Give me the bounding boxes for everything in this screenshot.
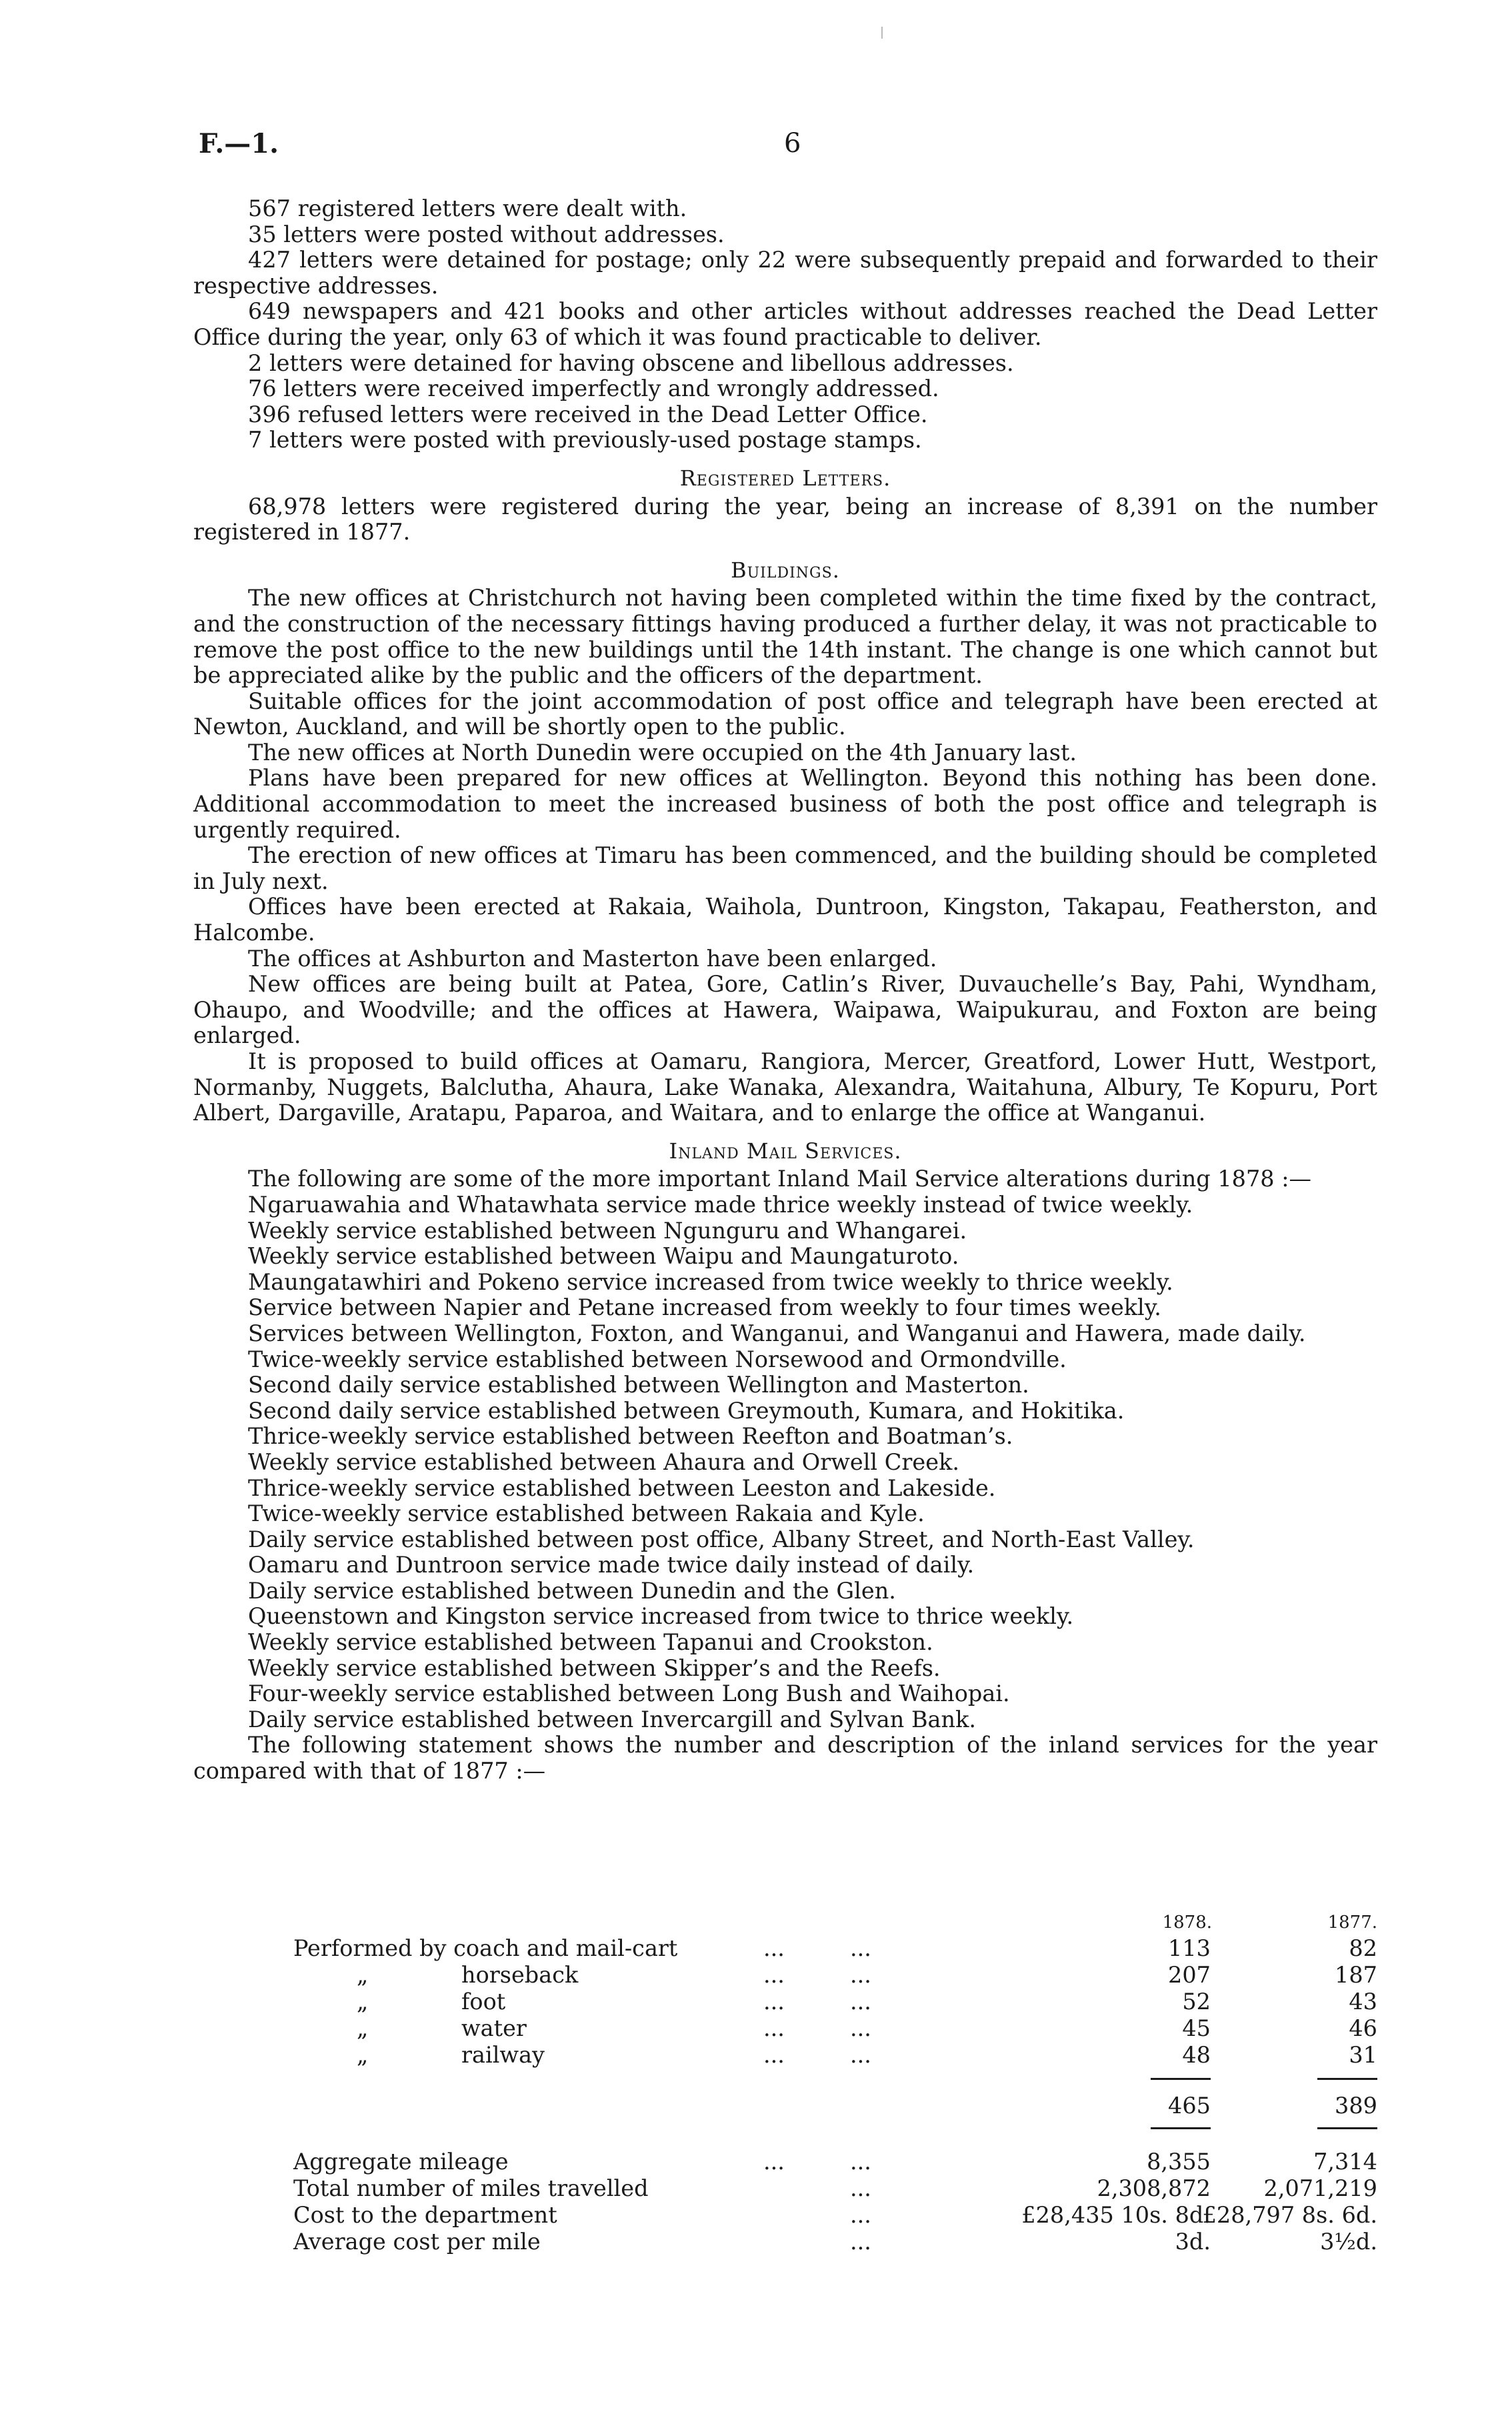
inland-service-line: Weekly service established between Tapanui and Crookston. xyxy=(248,1629,933,1656)
leader-dots: ... xyxy=(850,2202,871,2228)
buildings-paragraph: Plans have been prepared for new offices at Wellington. Beyond this nothing has been done. Additional accommodation to meet the increased business of both the post office and telegraph is urgently required. xyxy=(193,765,1377,843)
value-1878: 45 xyxy=(1182,2015,1211,2041)
statement-paragraph: The following statement shows the number and description of the inland services for the year compared with that of 1877 :— xyxy=(193,1732,1377,1784)
intro-line: 35 letters were posted without addresses. xyxy=(248,221,725,247)
value-1877: 2,071,219 xyxy=(1263,2175,1377,2201)
buildings-paragraph: The new offices at Christchurch not having been completed within the time fixed by the contract, and the construction of the necessary fittings having produced a further delay, it was not practicable to remove the post office to the new buildings until the 14th instant. The change is one which cannot but be appreciated alike by the public and the officers of the department. xyxy=(193,585,1377,689)
buildings-paragraph: Suitable offices for the joint accommodation of post office and telegraph have been erected at Newton, Auckland, and will be shortly open to the public. xyxy=(193,688,1377,740)
row-label: Performed by coach and mail-cart xyxy=(293,1935,678,1961)
inland-service-line: Twice-weekly service established between Norsewood and Ormondville. xyxy=(248,1346,1067,1372)
inland-service-line: Daily service established between Dunedin and the Glen. xyxy=(248,1577,896,1604)
value-1878: 113 xyxy=(1168,1935,1211,1961)
inland-service-line: Oamaru and Duntroon service made twice daily instead of daily. xyxy=(248,1552,975,1578)
intro-line: 567 registered letters were dealt with. xyxy=(248,195,687,221)
inland-service-line: Twice-weekly service established between Rakaia and Kyle. xyxy=(248,1500,925,1527)
registered-paragraph: 68,978 letters were registered during the year, being an increase of 8,391 on the number registered in 1877. xyxy=(193,493,1377,545)
row-label: Average cost per mile xyxy=(293,2229,541,2255)
buildings-heading: Buildings. xyxy=(731,557,840,583)
value-1878: 8,355 xyxy=(1147,2149,1211,2175)
table-row xyxy=(193,2015,1377,2042)
value-1878: 48 xyxy=(1182,2042,1211,2068)
body-text xyxy=(193,196,1377,1784)
leader-dots: ... xyxy=(763,1962,785,1988)
inland-mail-heading: Inland Mail Services. xyxy=(669,1138,902,1164)
table-row xyxy=(193,1962,1377,1989)
total-rule-1877 xyxy=(1317,2078,1377,2080)
summary-row xyxy=(193,2202,1377,2229)
detained-paragraph: 427 letters were detained for postage; only 22 were subsequently prepaid and forwarded to their respective addresses. xyxy=(193,247,1377,299)
inland-service-line: Thrice-weekly service established between Leeston and Lakeside. xyxy=(248,1474,996,1501)
row-label: horseback xyxy=(461,1962,579,1988)
leader-dots: ... xyxy=(850,2042,871,2068)
value-1877: 7,314 xyxy=(1313,2149,1377,2175)
inland-service-line: Four-weekly service established between Long Bush and Waihopai. xyxy=(248,1680,1010,1707)
table-row xyxy=(193,1989,1377,2015)
value-1877: 187 xyxy=(1335,1962,1377,1988)
inland-service-line: Services between Wellington, Foxton, and Wanganui, and Wanganui and Hawera, made daily. xyxy=(248,1320,1306,1346)
table-header-row xyxy=(193,1913,1377,1933)
buildings-paragraph: Offices have been erected at Rakaia, Waihola, Duntroon, Kingston, Takapau, Featherston, and Halcombe. xyxy=(193,894,1377,946)
row-label: Total number of miles travelled xyxy=(293,2175,649,2201)
misc-line: 2 letters were detained for having obscene and libellous addresses. xyxy=(248,349,1014,376)
buildings-paragraph: The erection of new offices at Timaru has been commenced, and the building should be completed in July next. xyxy=(193,842,1377,894)
summary-row xyxy=(193,2229,1377,2255)
inland-service-line: Service between Napier and Petane increased from weekly to four times weekly. xyxy=(248,1294,1161,1321)
leader-dots: ... xyxy=(850,1935,871,1961)
inland-service-line: Queenstown and Kingston service increased from twice to thrice weekly. xyxy=(248,1603,1074,1630)
buildings-paragraph: New offices are being built at Patea, Gore, Catlin’s River, Duvauchelle’s Bay, Pahi, Wyndham, Ohaupo, and Woodville; and the offices at Hawera, Waipawa, Waipukurau, and Foxton are being enlarged. xyxy=(193,971,1377,1049)
registered-letters-heading: Registered Letters. xyxy=(679,465,891,491)
value-1877: 3½d. xyxy=(1320,2229,1377,2255)
value-1878: 2,308,872 xyxy=(1097,2175,1211,2201)
buildings-paragraph: It is proposed to build offices at Oamaru, Rangiora, Mercer, Greatford, Lower Hutt, Westport, Normanby, Nuggets, Balclutha, Ahaura, Lake Wanaka, Alexandra, Waitahuna, Albury, Te Kopuru, Port Albert, Dargaville, Aratapu, Paparoa, and Waitara, and to enlarge the office at Wanganui. xyxy=(193,1048,1377,1126)
inland-service-line: Weekly service established between Waipu and Maungaturoto. xyxy=(248,1243,959,1270)
row-label: railway xyxy=(461,2042,545,2068)
document-code: F.—1. xyxy=(199,128,279,159)
summary-row xyxy=(193,2149,1377,2175)
inland-service-line: Weekly service established between Ngunguru and Whangarei. xyxy=(248,1217,967,1244)
ditto-mark: „ xyxy=(357,2015,369,2041)
inland-intro-line: The following are some of the more important Inland Mail Service alterations during 1878 :— xyxy=(248,1166,1312,1192)
leader-dots: ... xyxy=(850,2175,871,2201)
leader-dots: ... xyxy=(763,2042,785,2068)
newspapers-paragraph: 649 newspapers and 421 books and other articles without addresses reached the Dead Letter Office during the year, only 63 of which it was found practicable to deliver. xyxy=(193,298,1377,350)
inland-service-line: Second daily service established between Greymouth, Kumara, and Hokitika. xyxy=(248,1397,1125,1424)
buildings-paragraph: The offices at Ashburton and Masterton have been enlarged. xyxy=(248,945,937,972)
inland-service-line: Weekly service established between Ahaura and Orwell Creek. xyxy=(248,1448,960,1475)
value-1878: 52 xyxy=(1182,1989,1211,2015)
ditto-mark: „ xyxy=(357,1962,369,1988)
value-1877: 46 xyxy=(1349,2015,1377,2041)
ditto-mark: „ xyxy=(357,2042,369,2068)
leader-dots: ... xyxy=(763,2015,785,2041)
inland-service-line: Daily service established between post office, Albany Street, and North-East Valley. xyxy=(248,1526,1195,1552)
value-1878: 207 xyxy=(1168,1962,1211,1988)
row-label: Aggregate mileage xyxy=(293,2149,509,2175)
row-label: Cost to the department xyxy=(293,2202,557,2228)
leader-dots: ... xyxy=(763,2149,785,2175)
leader-dots: ... xyxy=(763,1989,785,2015)
total-rule-1878 xyxy=(1151,2078,1211,2080)
col-1877-header: 1877. xyxy=(1327,1913,1377,1933)
page-number: 6 xyxy=(784,128,801,159)
misc-line: 396 refused letters were received in the Dead Letter Office. xyxy=(248,401,928,427)
value-1878: £28,435 10s. 8d. xyxy=(1021,2202,1211,2228)
col-1878-header: 1878. xyxy=(1162,1913,1212,1933)
leader-dots: ... xyxy=(850,2149,871,2175)
table-row xyxy=(193,2042,1377,2069)
total-1878: 465 xyxy=(1168,2093,1211,2119)
value-1877: £28,797 8s. 6d. xyxy=(1202,2202,1377,2228)
table-total-row xyxy=(193,2093,1377,2119)
inland-service-line: Thrice-weekly service established between Reefton and Boatman’s. xyxy=(248,1423,1013,1450)
value-1877: 43 xyxy=(1349,1989,1377,2015)
scan-mark xyxy=(881,27,883,39)
ditto-mark: „ xyxy=(357,1989,369,2015)
leader-dots: ... xyxy=(850,2015,871,2041)
inland-service-line: Daily service established between Invercargill and Sylvan Bank. xyxy=(248,1706,977,1732)
inland-service-line: Weekly service established between Skipper’s and the Reefs. xyxy=(248,1654,941,1681)
inland-service-line: Maungatawhiri and Pokeno service increased from twice weekly to thrice weekly. xyxy=(248,1268,1173,1295)
inland-service-line: Ngaruawahia and Whatawhata service made thrice weekly instead of twice weekly. xyxy=(248,1191,1193,1218)
value-1877: 82 xyxy=(1349,1935,1377,1961)
leader-dots: ... xyxy=(850,1962,871,1988)
total-underline-1878 xyxy=(1151,2127,1211,2129)
misc-line: 7 letters were posted with previously-used postage stamps. xyxy=(248,427,922,453)
total-1877: 389 xyxy=(1335,2093,1377,2119)
row-label: foot xyxy=(461,1989,506,2015)
misc-line: 76 letters were received imperfectly and wrongly addressed. xyxy=(248,375,939,402)
total-underline-1877 xyxy=(1317,2127,1377,2129)
leader-dots: ... xyxy=(850,2229,871,2255)
value-1878: 3d. xyxy=(1175,2229,1211,2255)
table-row xyxy=(193,1935,1377,1962)
row-label: water xyxy=(461,2015,527,2041)
buildings-paragraph: The new offices at North Dunedin were occupied on the 4th January last. xyxy=(248,739,1077,766)
inland-service-line: Second daily service established between Wellington and Masterton. xyxy=(248,1372,1029,1398)
leader-dots: ... xyxy=(763,1935,785,1961)
leader-dots: ... xyxy=(850,1989,871,2015)
summary-row xyxy=(193,2175,1377,2202)
value-1877: 31 xyxy=(1349,2042,1377,2068)
